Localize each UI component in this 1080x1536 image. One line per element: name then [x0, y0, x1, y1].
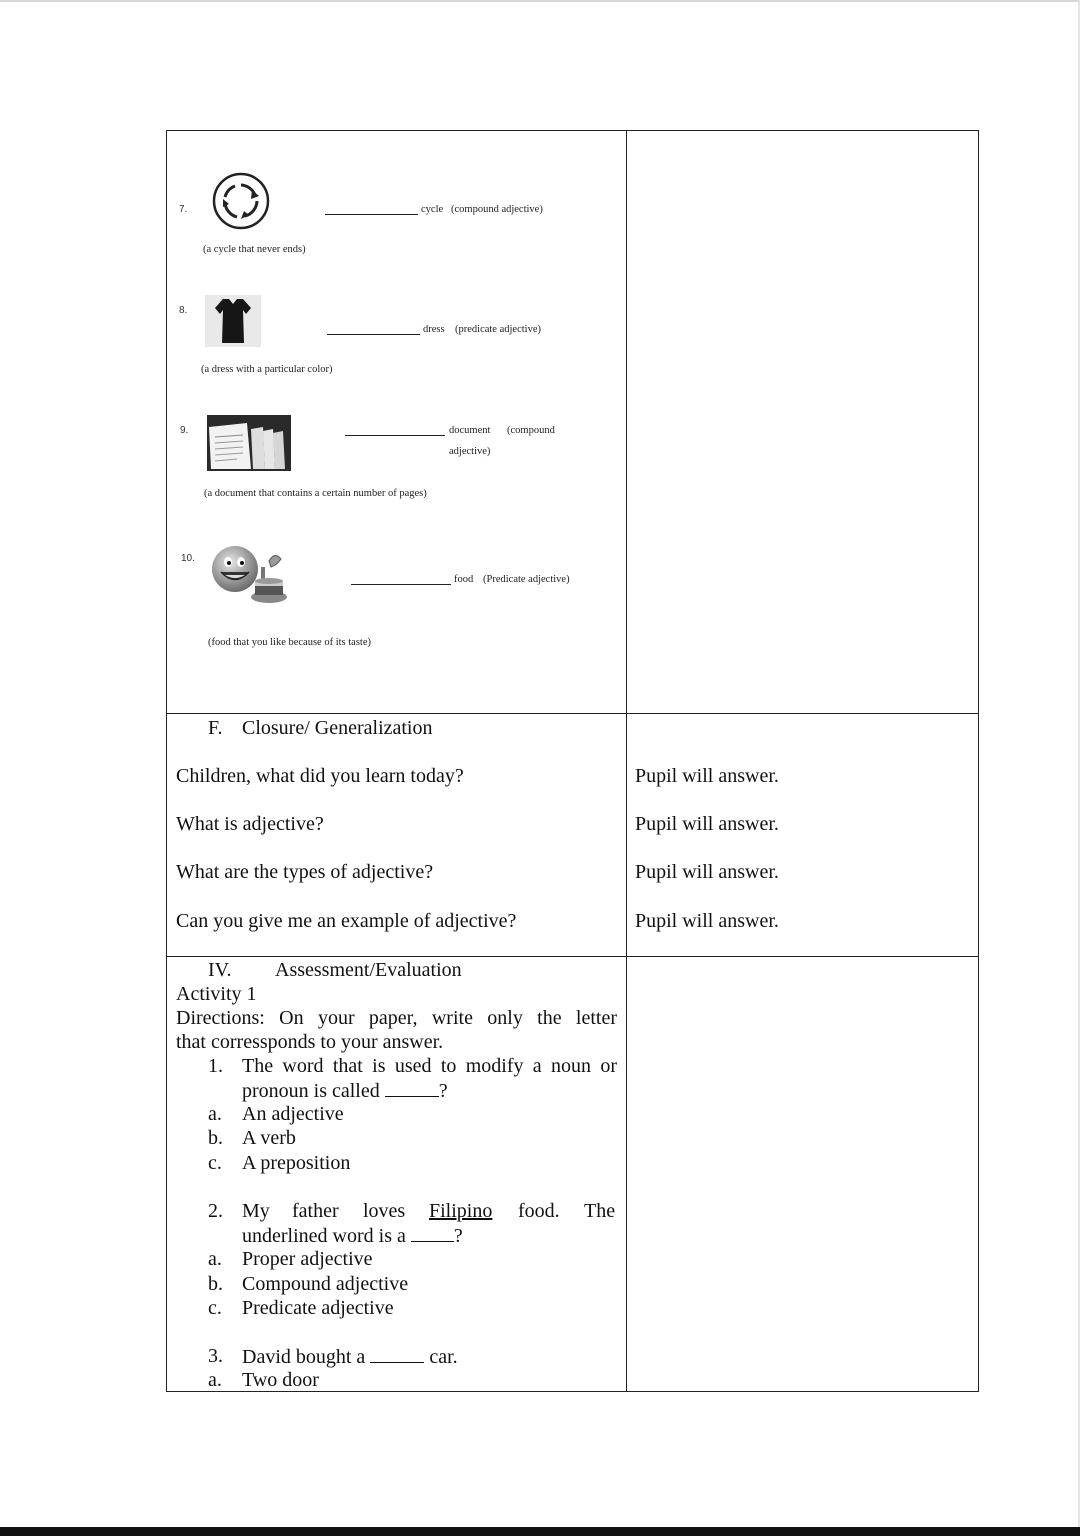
item-10-word: food: [454, 574, 474, 585]
item-9-word: document: [449, 425, 491, 436]
exercise-items-cell: [166, 130, 627, 714]
question-2-word-6: The: [584, 1200, 616, 1222]
document-pages-icon: [207, 415, 291, 476]
exercise-response-cell: [626, 130, 979, 714]
assessment-cell: [166, 956, 627, 1392]
item-8-number: 8.: [179, 305, 188, 316]
closure-question-2: What is adjective?: [176, 813, 324, 835]
page-top-edge: [0, 0, 1080, 2]
q1-option-c-letter: c.: [208, 1152, 222, 1174]
closure-answer-4: Pupil will answer.: [635, 910, 779, 932]
question-1-mark: ?: [438, 1080, 448, 1102]
closure-answer-1: Pupil will answer.: [635, 765, 779, 787]
question-2-word-3: loves: [363, 1200, 406, 1222]
q2-option-a[interactable]: Proper adjective: [242, 1248, 373, 1270]
item-7-type: (compound adjective): [451, 204, 543, 215]
q2-option-c-letter: c.: [208, 1297, 222, 1319]
question-3-text: David bought a: [242, 1346, 366, 1368]
closure-question-4: Can you give me an example of adjective?: [176, 910, 517, 932]
q3-option-a-letter: a.: [208, 1369, 222, 1391]
item-9-answer-blank[interactable]: [345, 435, 445, 436]
closure-question-1: Children, what did you learn today?: [176, 765, 464, 787]
q1-option-a-letter: a.: [208, 1103, 222, 1125]
question-2-word-5: food.: [518, 1200, 560, 1222]
assessment-roman: IV.: [208, 959, 232, 981]
question-3-line: [242, 1344, 458, 1369]
closure-cell: [166, 713, 627, 957]
item-9-hint: (a document that contains a certain number of pages): [204, 488, 427, 499]
item-10-type: (Predicate adjective): [483, 574, 570, 585]
item-9-number: 9.: [180, 425, 189, 436]
item-7-number: 7.: [179, 204, 188, 215]
question-3-blank[interactable]: [370, 1344, 424, 1363]
closure-answer-2: Pupil will answer.: [635, 813, 779, 835]
cycle-arrows-icon: [211, 171, 271, 236]
question-2-mark: ?: [453, 1225, 463, 1247]
q1-option-b-letter: b.: [208, 1127, 223, 1149]
q1-option-b[interactable]: A verb: [242, 1127, 296, 1149]
closure-answer-3: Pupil will answer.: [635, 861, 779, 883]
item-10-hint: (food that you like because of its taste): [208, 637, 371, 648]
q1-option-c[interactable]: A preposition: [242, 1152, 351, 1174]
page-bottom-bar: [0, 1527, 1080, 1536]
question-1-line-2: [242, 1078, 448, 1103]
item-8-hint: (a dress with a particular color): [201, 364, 333, 375]
closure-question-3: What are the types of adjective?: [176, 861, 434, 883]
question-2-word-2: father: [292, 1200, 339, 1222]
q2-option-b-letter: b.: [208, 1273, 223, 1295]
q3-option-a[interactable]: Two door: [242, 1369, 319, 1391]
directions-line-1: Directions: On your paper, write only the letter: [176, 1007, 617, 1029]
item-10-answer-blank[interactable]: [351, 584, 451, 585]
item-7-word: cycle: [421, 204, 444, 215]
question-1-line-1: The word that is used to modify a noun or: [242, 1055, 617, 1077]
item-8-word: dress: [423, 324, 445, 335]
lesson-plan-table: [166, 130, 979, 1392]
question-2-line-2: [242, 1223, 463, 1248]
item-9-type-continued: adjective): [449, 446, 491, 457]
q1-option-a[interactable]: An adjective: [242, 1103, 344, 1125]
question-2-blank[interactable]: [411, 1223, 454, 1242]
closure-heading: Closure/ Generalization: [242, 717, 433, 739]
item-8-answer-blank[interactable]: [327, 334, 420, 335]
q2-option-c[interactable]: Predicate adjective: [242, 1297, 394, 1319]
activity-label: Activity 1: [176, 983, 257, 1005]
smiley-with-food-icon: [211, 545, 291, 618]
question-1-text: pronoun is called: [242, 1080, 380, 1102]
question-1-number: 1.: [208, 1055, 223, 1077]
question-2-number: 2.: [208, 1200, 223, 1222]
item-7-hint: (a cycle that never ends): [203, 244, 306, 255]
closure-heading-letter: F.: [208, 717, 223, 739]
q2-option-a-letter: a.: [208, 1248, 222, 1270]
item-7-answer-blank[interactable]: [325, 214, 418, 215]
directions-line-2: that corressponds to your answer.: [176, 1031, 444, 1053]
item-10-number: 10.: [181, 553, 195, 564]
assessment-heading: Assessment/Evaluation: [275, 959, 462, 981]
question-2-text: underlined word is a: [242, 1225, 406, 1247]
question-2-word-1: My: [242, 1200, 270, 1222]
question-3-number: 3.: [208, 1345, 223, 1367]
black-dress-icon: [205, 295, 261, 352]
item-9-type: (compound: [507, 425, 555, 436]
question-1-blank[interactable]: [385, 1078, 439, 1097]
assessment-response-cell: [626, 956, 979, 1392]
question-2-underlined-word: Filipino: [429, 1200, 493, 1222]
item-8-type: (predicate adjective): [455, 324, 541, 335]
q2-option-b[interactable]: Compound adjective: [242, 1273, 409, 1295]
closure-answers-cell: [626, 713, 979, 957]
question-3-end: car.: [429, 1346, 458, 1368]
